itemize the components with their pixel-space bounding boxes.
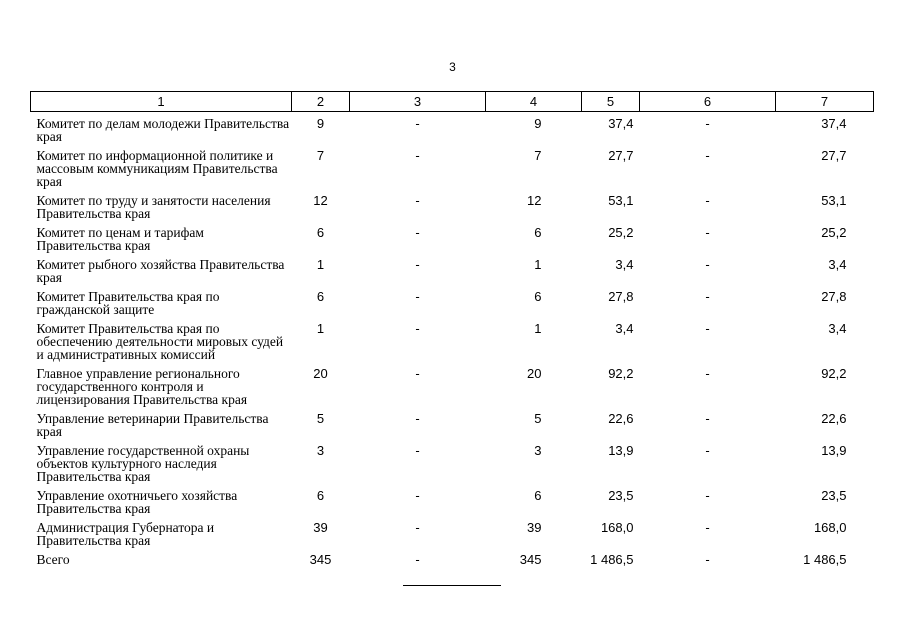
organization-name: Комитет Правительства края по обеспечению деятельности мировых судей и административных комиссий: [36, 321, 284, 362]
footer-divider: [403, 585, 501, 586]
cell-col-5: 13,9: [608, 443, 634, 458]
cell-col-4: 6: [534, 289, 542, 304]
cell-col-4: 1: [534, 257, 542, 272]
table-row: [31, 516, 874, 548]
cell-col-3: -: [415, 488, 420, 503]
cell-col-7: 27,8: [821, 289, 847, 304]
page-number: 3: [449, 60, 456, 74]
budget-table: [30, 91, 874, 567]
organization-name: Главное управление регионального государственного контроля и лицензирования Правительства края: [36, 366, 248, 407]
cell-col-3: -: [415, 366, 420, 381]
cell-col-2: 6: [316, 488, 325, 503]
cell-col-7: 168,0: [813, 520, 847, 535]
cell-col-2: 7: [316, 148, 325, 163]
cell-col-4: 9: [534, 116, 542, 131]
cell-col-4: 5: [534, 411, 542, 426]
organization-name: Управление государственной охраны объектов культурного наследия Правительства края: [36, 443, 250, 484]
cell-col-3: -: [415, 443, 420, 458]
cell-col-5: 37,4: [608, 116, 634, 131]
cell-col-3: -: [415, 116, 420, 131]
cell-col-7: 3,4: [828, 257, 847, 272]
organization-name: Комитет рыбного хозяйства Правительства края: [36, 257, 285, 285]
table-row: [31, 112, 874, 145]
cell-col-4: 7: [534, 148, 542, 163]
organization-name: Управление охотничьего хозяйства Правительства края: [36, 488, 238, 516]
cell-col-6: -: [705, 411, 710, 426]
cell-col-7: 23,5: [821, 488, 847, 503]
cell-col-4: 345: [519, 552, 542, 567]
cell-col-4: 6: [534, 225, 542, 240]
table-row: [31, 484, 874, 516]
column-header: 3: [350, 92, 486, 112]
cell-col-6: -: [705, 289, 710, 304]
cell-col-3: -: [415, 520, 420, 535]
cell-col-6: -: [705, 116, 710, 131]
column-header: 1: [31, 92, 292, 112]
cell-col-2: 6: [316, 225, 325, 240]
cell-col-4: 1: [534, 321, 542, 336]
organization-name: Комитет по делам молодежи Правительства края: [36, 116, 290, 144]
cell-col-2: 1: [316, 257, 325, 272]
cell-col-2: 6: [316, 289, 325, 304]
cell-col-2: 9: [316, 116, 325, 131]
cell-col-3: -: [415, 148, 420, 163]
cell-col-7: 27,7: [821, 148, 847, 163]
cell-col-6: -: [705, 366, 710, 381]
cell-col-6: -: [705, 193, 710, 208]
cell-col-3: -: [415, 193, 420, 208]
table-row: [31, 439, 874, 484]
cell-col-7: 25,2: [821, 225, 847, 240]
table-row: [31, 144, 874, 189]
cell-col-7: 3,4: [828, 321, 847, 336]
cell-col-5: 92,2: [608, 366, 634, 381]
table-row: [31, 407, 874, 439]
cell-col-4: 3: [534, 443, 542, 458]
table-row: [31, 253, 874, 285]
cell-col-2: 5: [316, 411, 325, 426]
cell-col-3: -: [415, 257, 420, 272]
cell-col-3: -: [415, 225, 420, 240]
organization-name: Комитет по труду и занятости населения Правительства края: [36, 193, 271, 221]
cell-col-4: 20: [527, 366, 542, 381]
cell-col-7: 1 486,5: [803, 552, 847, 567]
cell-col-2: 12: [313, 193, 328, 208]
cell-col-5: 1 486,5: [590, 552, 634, 567]
cell-col-6: -: [705, 552, 710, 567]
table-row: [31, 362, 874, 407]
column-header: 4: [486, 92, 582, 112]
cell-col-2: 20: [313, 366, 328, 381]
column-header: 2: [292, 92, 350, 112]
cell-col-3: -: [415, 289, 420, 304]
cell-col-5: 23,5: [608, 488, 634, 503]
header-row: [31, 92, 874, 112]
cell-col-7: 22,6: [821, 411, 847, 426]
cell-col-5: 3,4: [615, 321, 634, 336]
cell-col-6: -: [705, 443, 710, 458]
table-row: [31, 317, 874, 362]
cell-col-3: -: [415, 411, 420, 426]
column-header: 6: [640, 92, 776, 112]
organization-name: Комитет по информационной политике и массовым коммуникациям Правительства края: [36, 148, 278, 189]
cell-col-2: 39: [313, 520, 328, 535]
table-row: [31, 285, 874, 317]
cell-col-7: 92,2: [821, 366, 847, 381]
cell-col-6: -: [705, 257, 710, 272]
cell-col-5: 22,6: [608, 411, 634, 426]
cell-col-6: -: [705, 520, 710, 535]
organization-name: Всего: [36, 552, 70, 567]
column-header: 7: [776, 92, 874, 112]
cell-col-6: -: [705, 148, 710, 163]
cell-col-6: -: [705, 488, 710, 503]
cell-col-2: 345: [309, 552, 332, 567]
organization-name: Управление ветеринарии Правительства края: [36, 411, 269, 439]
cell-col-5: 168,0: [600, 520, 634, 535]
cell-col-5: 53,1: [608, 193, 634, 208]
table-header: [31, 92, 874, 112]
cell-col-6: -: [705, 225, 710, 240]
cell-col-4: 12: [527, 193, 542, 208]
cell-col-2: 1: [316, 321, 325, 336]
cell-col-3: -: [415, 552, 420, 567]
cell-col-7: 13,9: [821, 443, 847, 458]
cell-col-4: 39: [527, 520, 542, 535]
cell-col-5: 27,7: [608, 148, 634, 163]
organization-name: Администрация Губернатора и Правительства края: [36, 520, 215, 548]
organization-name: Комитет Правительства края по гражданской защите: [36, 289, 220, 317]
table-row: [31, 221, 874, 253]
organization-name: Комитет по ценам и тарифам Правительства края: [36, 225, 204, 253]
table-row: [31, 189, 874, 221]
cell-col-7: 53,1: [821, 193, 847, 208]
cell-col-5: 3,4: [615, 257, 634, 272]
column-header: 5: [582, 92, 640, 112]
cell-col-2: 3: [316, 443, 325, 458]
cell-col-6: -: [705, 321, 710, 336]
table-body: [31, 112, 874, 568]
cell-col-3: -: [415, 321, 420, 336]
table-row: [31, 548, 874, 567]
cell-col-7: 37,4: [821, 116, 847, 131]
cell-col-5: 27,8: [608, 289, 634, 304]
cell-col-4: 6: [534, 488, 542, 503]
cell-col-5: 25,2: [608, 225, 634, 240]
